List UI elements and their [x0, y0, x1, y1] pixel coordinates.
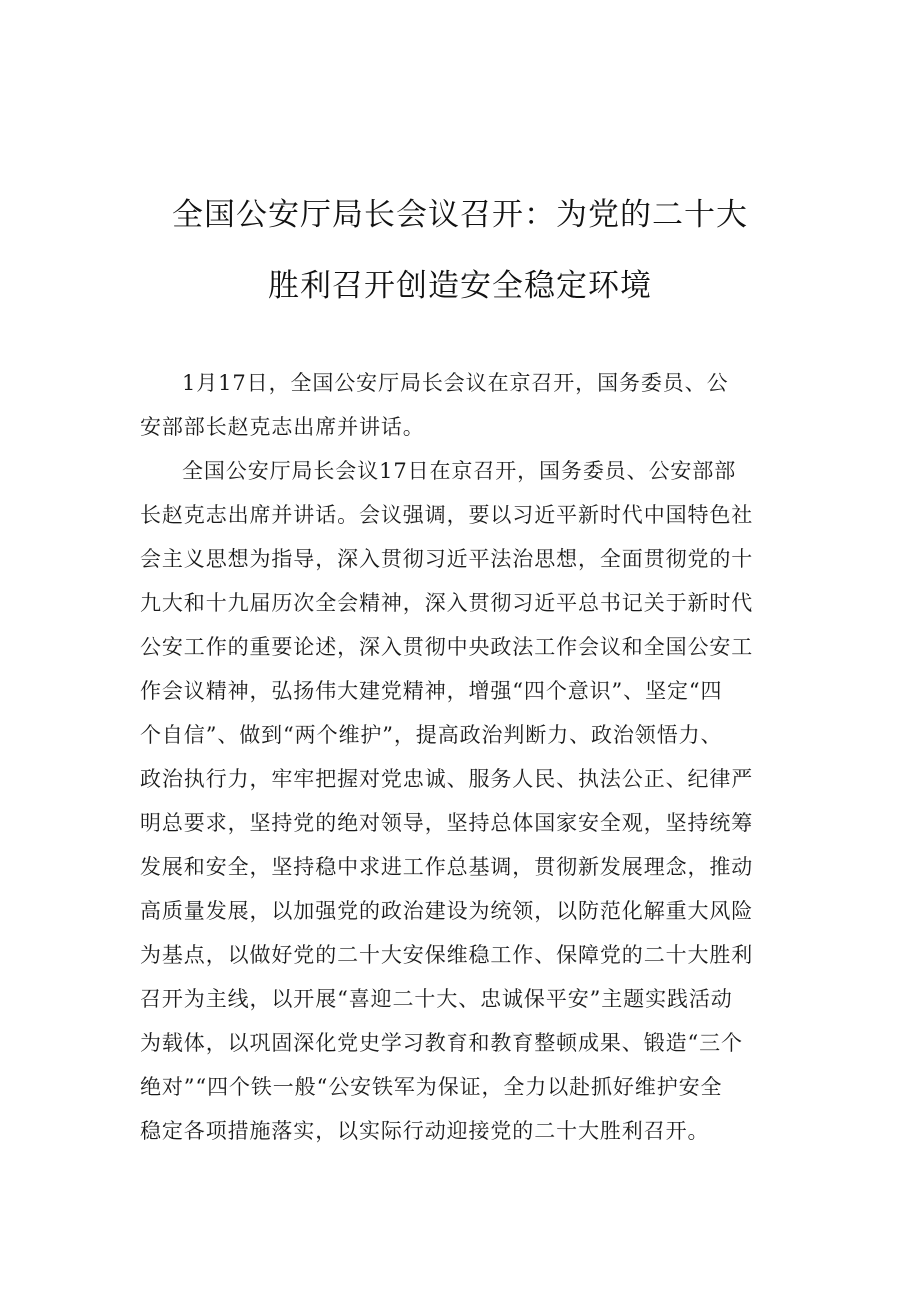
title-line-1: 全国公安厅局长会议召开：为党的二十大 [172, 197, 748, 233]
paragraph-line: 为基点，以做好党的二十大安保维稳工作、保障党的二十大胜利 [140, 943, 754, 967]
paragraph-line: 稳定各项措施落实，以实际行动迎接党的二十大胜利召开。 [140, 1119, 710, 1143]
paragraph-line: 公安工作的重要论述，深入贯彻中央政法工作会议和全国公安工 [140, 635, 754, 659]
paragraph-line: 绝对”“四个铁一般“公安铁军为保证，全力以赴抓好维护安全 [140, 1075, 723, 1099]
paragraph-line: 作会议精神，弘扬伟大建党精神，增强“四个意识”、坚定“四 [140, 679, 723, 703]
paragraph-line: 安部部长赵克志出席并讲话。 [140, 415, 425, 439]
paragraph-line: 召开为主线，以开展“喜迎二十大、忠诚保平安”主题实践活动 [140, 987, 733, 1011]
paragraph-line: 长赵克志出席并讲话。会议强调，要以习近平新时代中国特色社 [140, 503, 754, 527]
paragraph-line: 个自信”、做到“两个维护”，提高政治判断力、政治领悟力、 [140, 723, 723, 747]
paragraph-line: 会主义思想为指导，深入贯彻习近平法治思想，全面贯彻党的十 [140, 547, 754, 571]
article-body [140, 361, 800, 1153]
paragraph-1 [140, 361, 800, 449]
paragraph-line: 高质量发展，以加强党的政治建设为统领，以防范化解重大风险 [140, 899, 754, 923]
paragraph-line: 1月17日，全国公安厅局长会议在京召开，国务委员、公 [182, 371, 729, 395]
paragraph-line: 为载体，以巩固深化党史学习教育和教育整顿成果、锻造“三个 [140, 1031, 743, 1055]
title-line-2: 胜利召开创造安全稳定环境 [268, 268, 652, 304]
paragraph-line: 政治执行力，牢牢把握对党忠诚、服务人民、执法公正、纪律严 [140, 767, 754, 791]
paragraph-2 [140, 449, 800, 1153]
paragraph-line: 全国公安厅局长会议17日在京召开，国务委员、公安部部 [182, 459, 737, 483]
paragraph-line: 九大和十九届历次全会精神，深入贯彻习近平总书记关于新时代 [140, 591, 754, 615]
paragraph-line: 发展和安全，坚持稳中求进工作总基调，贯彻新发展理念，推动 [140, 855, 754, 879]
paragraph-line: 明总要求，坚持党的绝对领导，坚持总体国家安全观，坚持统筹 [140, 811, 754, 835]
